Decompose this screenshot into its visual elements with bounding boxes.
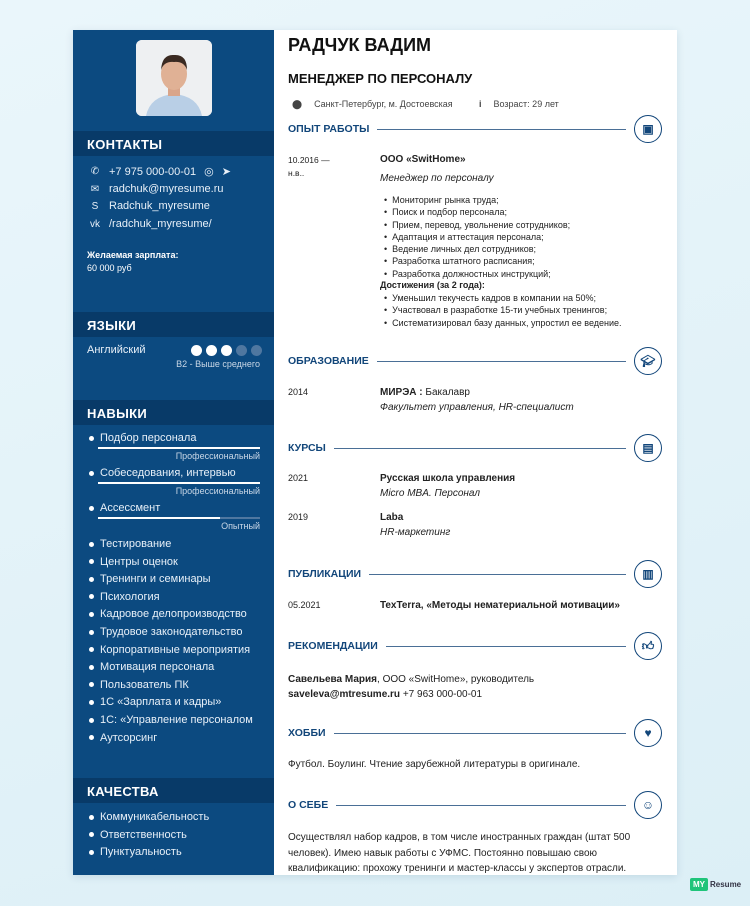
age: i Возраст: 29 лет	[479, 99, 559, 109]
education-heading: ОБРАЗОВАНИЕ 🎓︎	[288, 347, 662, 375]
skill-item: Тестирование	[89, 538, 171, 550]
course-year: 2019	[288, 512, 309, 522]
course-year: 2021	[288, 473, 309, 483]
profile-photo	[136, 40, 212, 116]
telegram-icon: ➤	[221, 166, 231, 178]
duty-item: • Поиск и подбор персонала;	[384, 206, 570, 218]
duty-item: • Мониторинг рынка труда;	[384, 194, 570, 206]
recommendations-heading: РЕКОМЕНДАЦИИ 👍︎	[288, 632, 662, 660]
recommendation: Савельева Мария, ООО «SwitHome», руководитель saveleva@mtresume.ru +7 963 000-00-01	[288, 674, 535, 700]
skill-item: Мотивация персонала	[89, 661, 214, 673]
skill-item: Аутсорсинг	[89, 732, 157, 744]
skills-heading: НАВЫКИ	[73, 400, 274, 425]
salary: 60 000 руб	[87, 263, 132, 273]
duty-item: • Разработка штатного расписания;	[384, 255, 570, 267]
skill-item: Пользователь ПК	[89, 679, 189, 691]
duty-item: • Адаптация и аттестация персонала;	[384, 231, 570, 243]
skill-bar	[98, 517, 260, 519]
document-icon: ▤	[634, 434, 662, 462]
skill-bar	[98, 447, 260, 449]
myresume-logo: MY Resume	[690, 878, 741, 891]
about-heading: О СЕБЕ ☺	[288, 791, 662, 819]
qualities-heading: КАЧЕСТВА	[73, 778, 274, 803]
publication-date: 05.2021	[288, 600, 321, 610]
duty-item: • Разработка должностных инструкций;	[384, 268, 570, 280]
skype-icon: S	[91, 200, 99, 212]
email[interactable]: ✉ radchuk@myresume.ru	[90, 183, 224, 195]
skype: S Radchuk_myresume	[89, 200, 210, 212]
course-name: Laba	[380, 512, 404, 523]
achievements-heading: Достижения (за 2 года):	[380, 280, 485, 290]
course-sub: HR-маркетинг	[380, 527, 451, 538]
skill-item: Кадровое делопроизводство	[89, 608, 247, 620]
hobby-heading: ХОББИ ♥	[288, 719, 662, 747]
book-icon: ▥	[634, 560, 662, 588]
mail-icon: ✉	[90, 183, 100, 195]
course-name: Русская школа управления	[380, 473, 516, 484]
achievement-item: • Уменьшил текучесть кадров в компании на 50%;	[384, 292, 622, 304]
skill-item: Трудовое законодательство	[89, 626, 242, 638]
achievement-item: • Систематизировал базу данных, упростил ее ведение.	[384, 317, 622, 329]
skill-level: Профессиональный	[175, 451, 260, 461]
about-text: Осуществлял набор кадров, в том числе иностранных граждан (штат 500 человек). Имею навык работы с УФМС. Постоянно повышаю свою квалификацию: прохожу тренинги и мастер-классы у экспертов отрасли.	[288, 832, 631, 874]
course-sub: Micro MBA. Персонал	[380, 488, 480, 499]
experience-dates: 10.2016 — н.в..	[288, 155, 330, 178]
duty-item: • Ведение личных дел сотрудников;	[384, 243, 570, 255]
education-faculty: Факультет управления, HR-специалист	[380, 402, 574, 413]
language-level: B2 - Выше среднего	[176, 359, 260, 369]
skill-level: Профессиональный	[175, 486, 260, 496]
education-year: 2014	[288, 387, 309, 397]
job-title: МЕНЕДЖЕР ПО ПЕРСОНАЛУ	[288, 71, 473, 86]
briefcase-icon: ▣	[634, 115, 662, 143]
skill-bar	[98, 482, 260, 484]
education-school: МИРЭА : Бакалавр	[380, 387, 470, 398]
thumbs-up-icon: 👍︎	[634, 632, 662, 660]
level-dot	[206, 345, 217, 356]
languages-heading: ЯЗЫКИ	[73, 312, 274, 337]
location: ⬤ Санкт-Петербург, м. Достоевская	[292, 99, 453, 109]
achievements-list	[384, 292, 622, 329]
role: Менеджер по персоналу	[380, 173, 494, 184]
resume	[73, 30, 677, 875]
hobby-text: Футбол. Боулинг. Чтение зарубежной литературы в оригинале.	[288, 759, 581, 770]
phone: ✆ +7 975 000-00-01 ◎ ➤	[90, 165, 231, 178]
phone-icon: ✆	[90, 166, 100, 177]
level-dot	[191, 345, 202, 356]
skill-item: 1С: «Управление персоналом	[89, 714, 253, 726]
skill-level: Опытный	[221, 521, 260, 531]
contacts-heading: КОНТАКТЫ	[73, 131, 274, 156]
heart-icon: ♥	[634, 719, 662, 747]
company: ООО «SwitHome»	[380, 154, 466, 165]
duty-item: • Прием, перевод, увольнение сотрудников;	[384, 219, 570, 231]
skill-item: Психология	[89, 591, 160, 603]
skill-item: Подбор персонала	[89, 432, 196, 444]
quality-item: Коммуникабельность	[89, 811, 209, 823]
graduation-cap-icon: 🎓︎	[634, 347, 662, 375]
publications-heading: ПУБЛИКАЦИИ ▥	[288, 560, 662, 588]
skill-item: Тренинги и семинары	[89, 573, 211, 585]
user-icon: ☺	[634, 791, 662, 819]
achievement-item: • Участвовал в разработке 15-ти учебных тренингов;	[384, 304, 622, 316]
skill-item: Ассессмент	[89, 502, 160, 514]
skill-item: Корпоративные мероприятия	[89, 644, 250, 656]
skill-item: 1С «Зарплата и кадры»	[89, 696, 221, 708]
info-icon: i	[479, 99, 482, 109]
quality-item: Пунктуальность	[89, 846, 182, 858]
publication-title: TexTerra, «Методы нематериальной мотивации»	[380, 600, 620, 611]
whatsapp-icon: ◎	[204, 166, 214, 178]
vk-icon: vk	[90, 218, 100, 230]
sidebar	[73, 30, 274, 875]
location-pin-icon: ⬤	[292, 99, 303, 109]
language-dots	[191, 345, 262, 356]
experience-heading: ОПЫТ РАБОТЫ ▣	[288, 115, 662, 143]
skill-item: Собеседования, интервью	[89, 467, 236, 479]
main-content	[274, 30, 677, 875]
language-name: Английский	[87, 344, 146, 356]
vk[interactable]: vk /radchuk_myresume/	[90, 218, 212, 230]
level-dot	[251, 345, 262, 356]
level-dot	[221, 345, 232, 356]
skill-item: Центры оценок	[89, 556, 178, 568]
salary-label: Желаемая зарплата:	[87, 250, 179, 260]
level-dot	[236, 345, 247, 356]
courses-heading: КУРСЫ ▤	[288, 434, 662, 462]
duties-list	[384, 194, 570, 280]
full-name: РАДЧУК ВАДИМ	[288, 35, 432, 55]
quality-item: Ответственность	[89, 829, 187, 841]
